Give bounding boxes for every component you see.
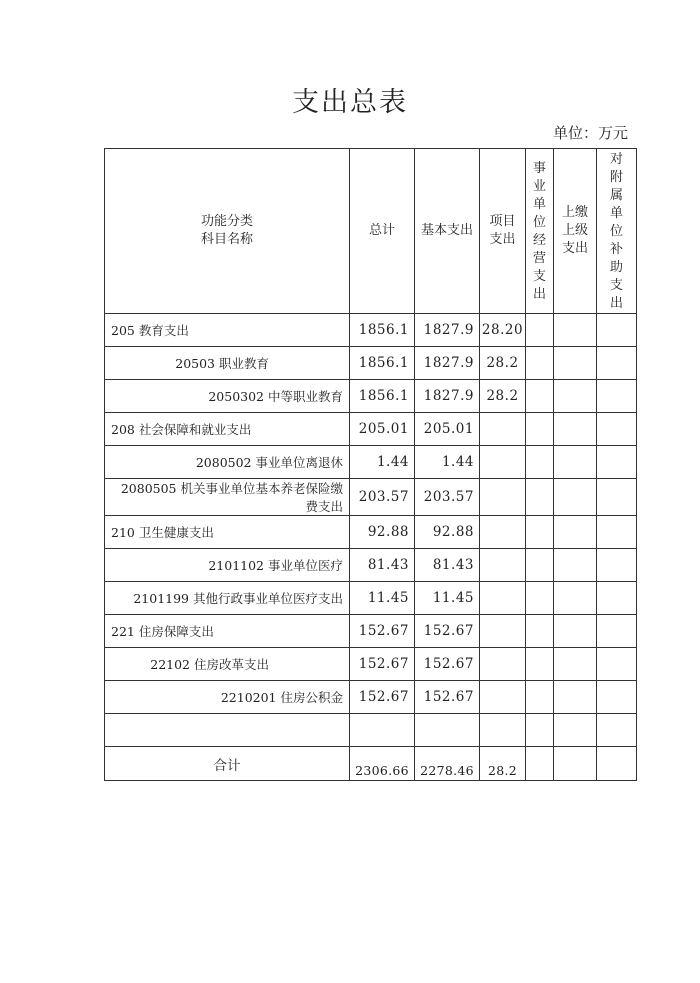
- row-upper: [554, 648, 597, 681]
- header-upper-line: 上级: [561, 223, 588, 238]
- row-subsidy: [597, 516, 637, 549]
- row-basic: 1827.9: [415, 314, 480, 347]
- table-body: [105, 314, 637, 747]
- row-basic: 1.44: [415, 446, 480, 479]
- row-business: [526, 516, 554, 549]
- row-name: 2050302 中等职业教育: [105, 380, 350, 413]
- header-subsidy-char: 对: [609, 152, 623, 167]
- row-upper: [554, 681, 597, 714]
- row-business: [526, 314, 554, 347]
- header-upper: [554, 149, 597, 314]
- header-upper-line: 上缴: [561, 205, 588, 220]
- row-subsidy: [597, 582, 637, 615]
- row-subsidy: [597, 380, 637, 413]
- row-upper: [554, 516, 597, 549]
- row-upper: [554, 615, 597, 648]
- row-total: 205.01: [350, 413, 415, 446]
- row-subsidy: [597, 681, 637, 714]
- header-project-line1: 项目: [489, 214, 516, 229]
- header-business-char: 位: [532, 215, 546, 230]
- header-name-line2: 科目名称: [200, 232, 253, 247]
- table-row: [105, 347, 637, 380]
- row-total: [350, 714, 415, 747]
- row-business: [526, 714, 554, 747]
- row-total: 1856.1: [350, 314, 415, 347]
- row-project: [480, 681, 526, 714]
- header-business-char: 单: [532, 197, 546, 212]
- row-business: [526, 549, 554, 582]
- row-business: [526, 347, 554, 380]
- total-subsidy: [597, 747, 637, 781]
- row-total: 203.57: [350, 479, 415, 516]
- row-upper: [554, 347, 597, 380]
- row-total: 1856.1: [350, 347, 415, 380]
- row-basic: 1827.9: [415, 347, 480, 380]
- row-business: [526, 479, 554, 516]
- row-total: 11.45: [350, 582, 415, 615]
- total-label: 合计: [105, 747, 350, 781]
- table-row: [105, 549, 637, 582]
- row-subsidy: [597, 413, 637, 446]
- header-subsidy-char: 支: [609, 278, 623, 293]
- row-total: 152.67: [350, 615, 415, 648]
- total-basic: 2278.46: [415, 747, 480, 781]
- header-name: [105, 149, 350, 314]
- row-upper: [554, 479, 597, 516]
- header-subsidy: [597, 149, 637, 314]
- row-basic: 203.57: [415, 479, 480, 516]
- row-basic: 152.67: [415, 648, 480, 681]
- header-row: [105, 149, 637, 314]
- header-subsidy-char: 附: [609, 170, 623, 185]
- header-business: [526, 149, 554, 314]
- unit-label: 单位：万元: [552, 124, 628, 142]
- table-row: [105, 479, 637, 516]
- row-upper: [554, 446, 597, 479]
- row-project: 28.2: [480, 380, 526, 413]
- row-subsidy: [597, 347, 637, 380]
- row-name: [105, 714, 350, 747]
- header-business-char: 事: [532, 161, 546, 176]
- expenditure-table: [104, 148, 637, 781]
- row-name: 22102 住房改革支出: [105, 648, 350, 681]
- row-project: [480, 615, 526, 648]
- row-upper: [554, 549, 597, 582]
- total-row: [105, 747, 637, 781]
- total-business: [526, 747, 554, 781]
- table-row: [105, 446, 637, 479]
- row-name: 2101102 事业单位医疗: [105, 549, 350, 582]
- row-subsidy: [597, 549, 637, 582]
- row-upper: [554, 413, 597, 446]
- header-project: [480, 149, 526, 314]
- row-upper: [554, 380, 597, 413]
- row-subsidy: [597, 648, 637, 681]
- header-upper-line: 支出: [561, 241, 588, 256]
- header-subsidy-char: 单: [609, 206, 623, 221]
- row-basic: 205.01: [415, 413, 480, 446]
- row-project: [480, 446, 526, 479]
- header-business-char: 支: [532, 269, 546, 284]
- row-basic: 81.43: [415, 549, 480, 582]
- row-business: [526, 615, 554, 648]
- row-total: 92.88: [350, 516, 415, 549]
- header-subsidy-char: 补: [609, 242, 623, 257]
- page-title: 支出总表: [292, 87, 408, 118]
- row-name: 2080502 事业单位离退休: [105, 446, 350, 479]
- table-row: [105, 516, 637, 549]
- header-project-line2: 支出: [489, 232, 516, 247]
- header-total: 总计: [350, 149, 415, 314]
- row-business: [526, 582, 554, 615]
- row-basic: 152.67: [415, 681, 480, 714]
- row-subsidy: [597, 615, 637, 648]
- header-business-char: 业: [532, 179, 546, 194]
- row-name: 221 住房保障支出: [105, 615, 350, 648]
- table-row: [105, 413, 637, 446]
- table-row: [105, 648, 637, 681]
- table-row: [105, 582, 637, 615]
- row-name: 20503 职业教育: [105, 347, 350, 380]
- row-total: 81.43: [350, 549, 415, 582]
- row-project: [480, 648, 526, 681]
- row-business: [526, 648, 554, 681]
- row-total: 152.67: [350, 681, 415, 714]
- row-basic: [415, 714, 480, 747]
- row-project: [480, 479, 526, 516]
- header-business-char: 出: [532, 287, 546, 302]
- row-total: 152.67: [350, 648, 415, 681]
- row-basic: 152.67: [415, 615, 480, 648]
- row-subsidy: [597, 714, 637, 747]
- header-name-line1: 功能分类: [200, 214, 253, 229]
- header-subsidy-char: 助: [609, 260, 623, 275]
- total-total: 2306.66: [350, 747, 415, 781]
- row-name: 210 卫生健康支出: [105, 516, 350, 549]
- row-basic: 92.88: [415, 516, 480, 549]
- row-project: [480, 413, 526, 446]
- header-business-char: 经: [532, 233, 546, 248]
- row-business: [526, 446, 554, 479]
- row-business: [526, 380, 554, 413]
- row-subsidy: [597, 479, 637, 516]
- row-project: 28.20: [480, 314, 526, 347]
- header-subsidy-char: 出: [609, 296, 623, 311]
- row-project: [480, 582, 526, 615]
- table-row: [105, 314, 637, 347]
- table-row: [105, 714, 637, 747]
- row-project: 28.2: [480, 347, 526, 380]
- row-basic: 11.45: [415, 582, 480, 615]
- row-upper: [554, 714, 597, 747]
- header-basic: 基本支出: [415, 149, 480, 314]
- row-name: 2101199 其他行政事业单位医疗支出: [105, 582, 350, 615]
- header-business-char: 营: [532, 251, 546, 266]
- row-name: 2080505 机关事业单位基本养老保险缴费支出: [105, 479, 350, 516]
- row-upper: [554, 582, 597, 615]
- row-name: 2210201 住房公积金: [105, 681, 350, 714]
- table-row: [105, 380, 637, 413]
- row-name: 205 教育支出: [105, 314, 350, 347]
- row-project: [480, 549, 526, 582]
- total-upper: [554, 747, 597, 781]
- row-subsidy: [597, 446, 637, 479]
- row-upper: [554, 314, 597, 347]
- row-business: [526, 413, 554, 446]
- row-project: [480, 516, 526, 549]
- row-total: 1856.1: [350, 380, 415, 413]
- row-name: 208 社会保障和就业支出: [105, 413, 350, 446]
- row-business: [526, 681, 554, 714]
- table-row: [105, 681, 637, 714]
- total-project: 28.2: [480, 747, 526, 781]
- header-subsidy-char: 属: [609, 188, 623, 203]
- table-row: [105, 615, 637, 648]
- row-project: [480, 714, 526, 747]
- header-subsidy-char: 位: [609, 224, 623, 239]
- row-subsidy: [597, 314, 637, 347]
- row-total: 1.44: [350, 446, 415, 479]
- row-basic: 1827.9: [415, 380, 480, 413]
